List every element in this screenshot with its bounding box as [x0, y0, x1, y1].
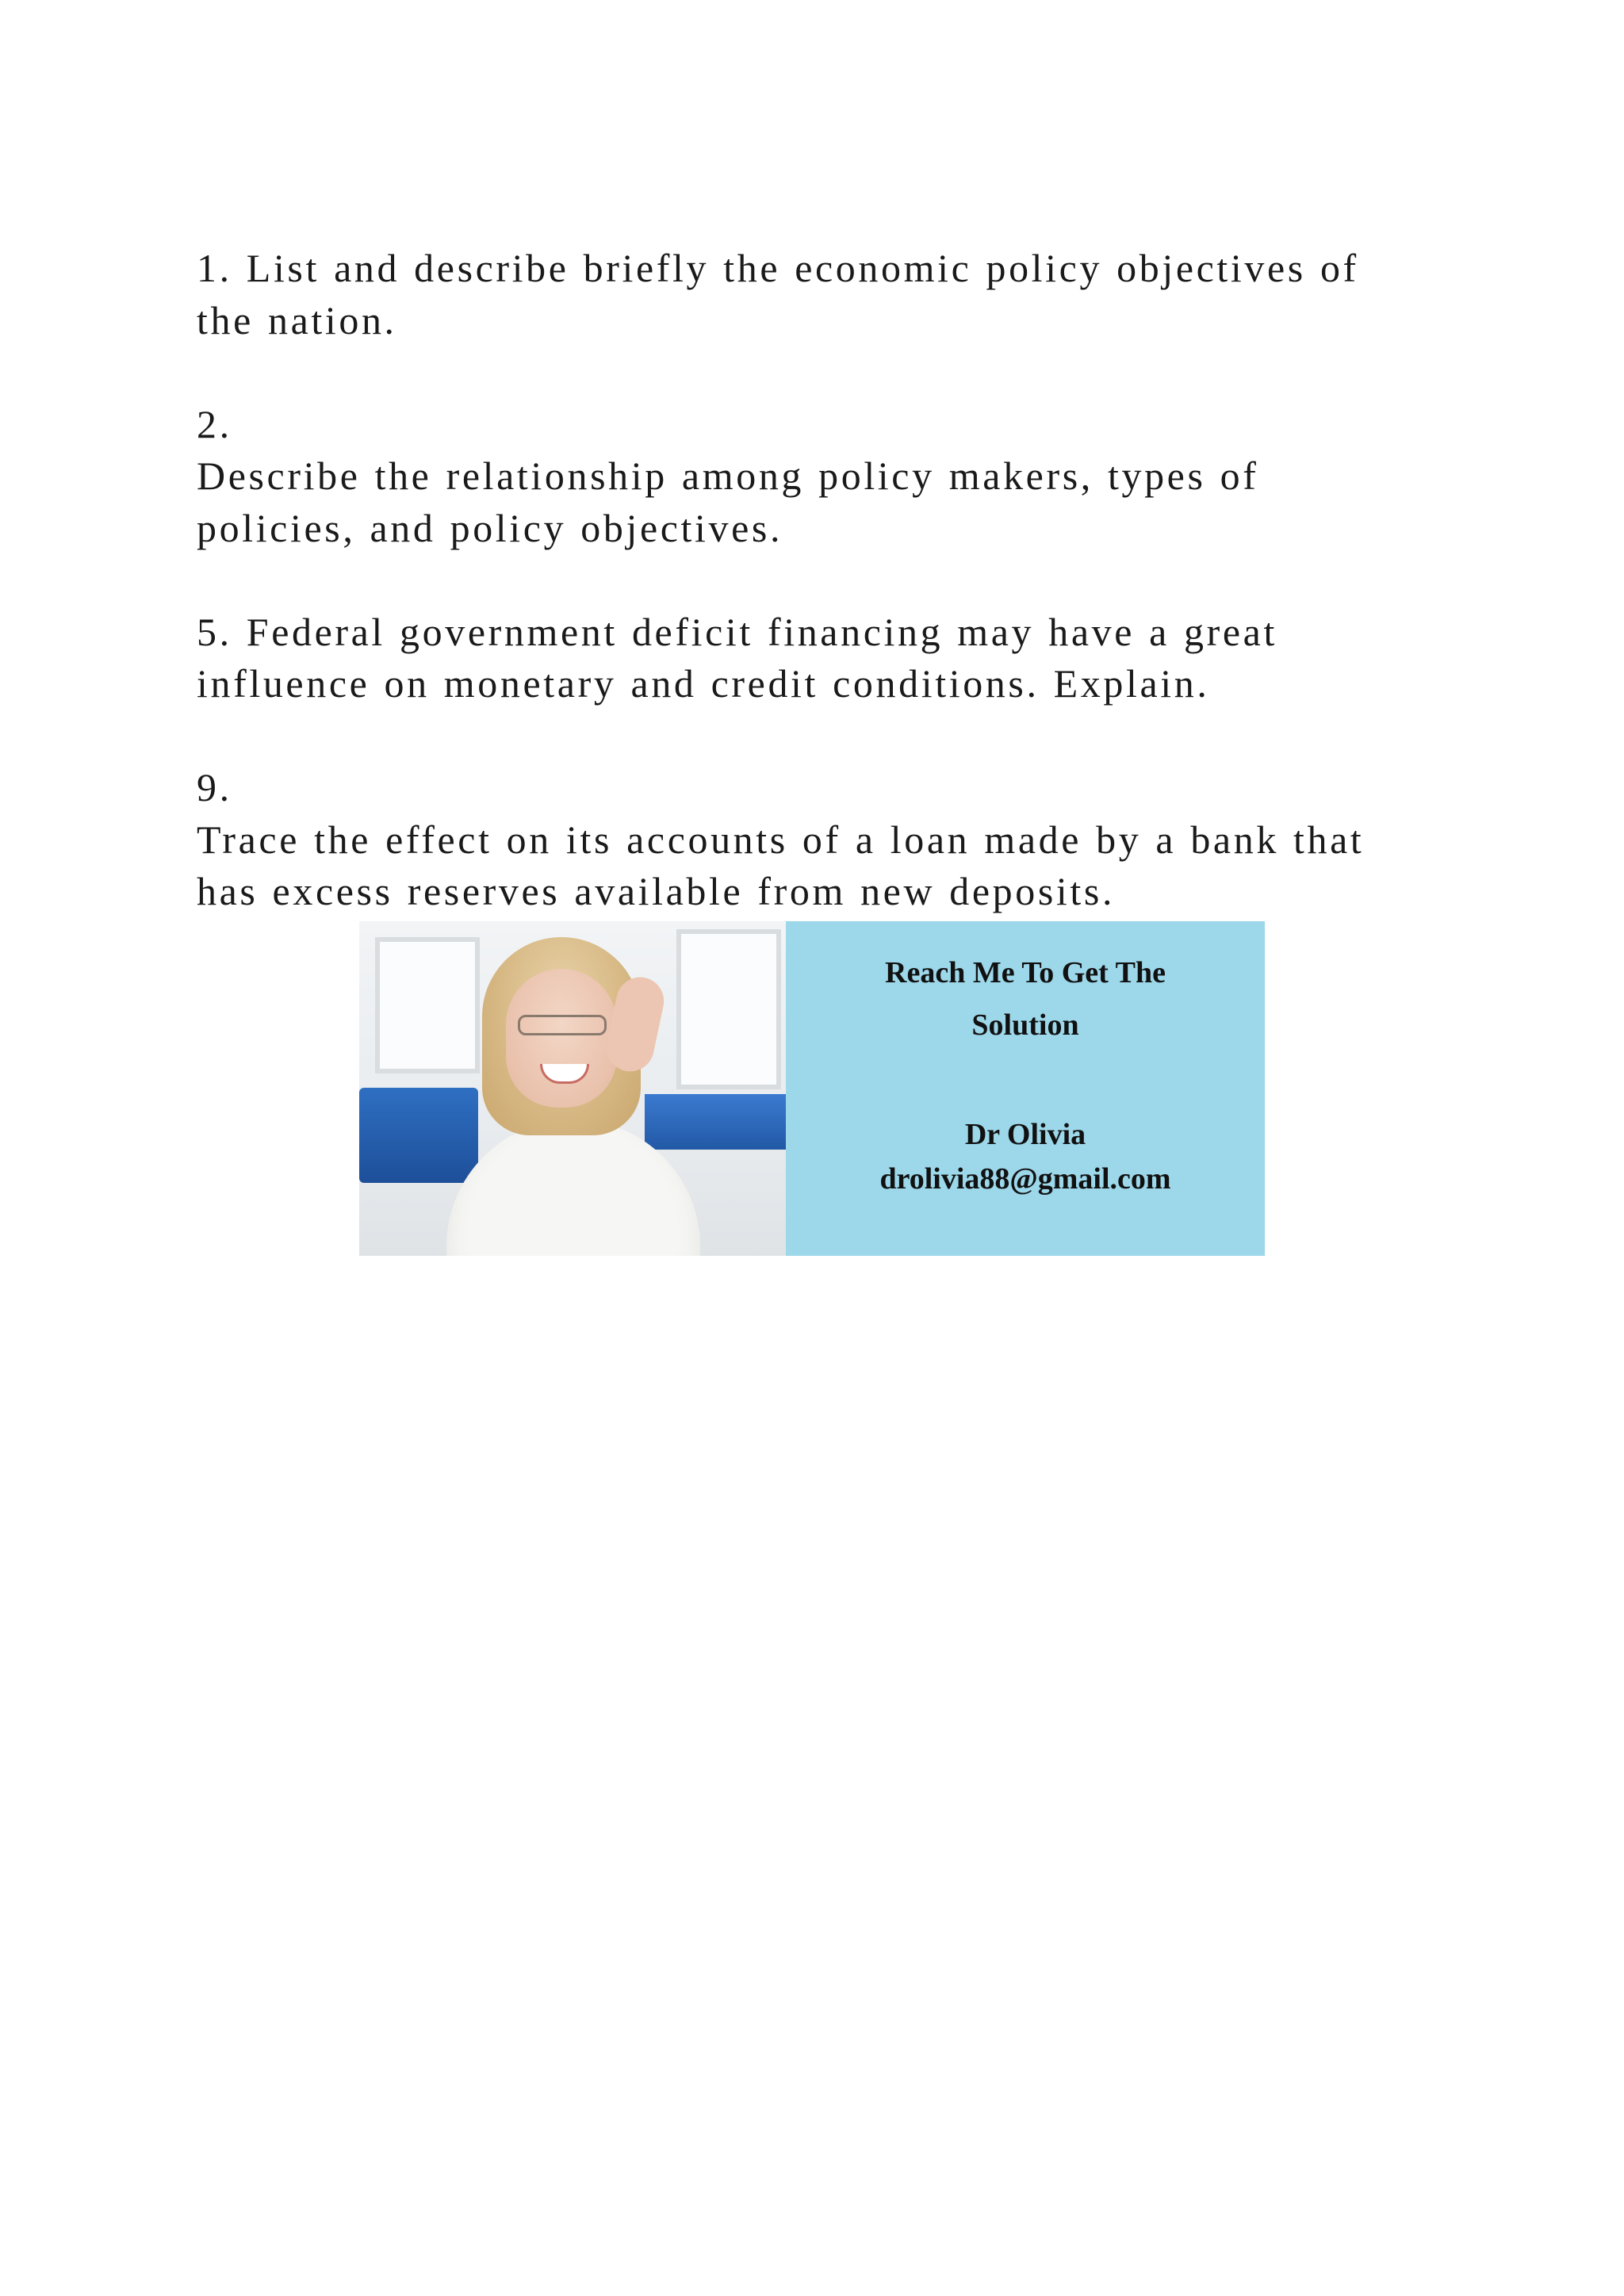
question-2-line-2: Describe the relationship among policy makers, types of [197, 453, 1259, 498]
question-1-line-2: the nation. [197, 297, 397, 342]
question-9-line-2: Trace the effect on its accounts of a loan made by a bank that [197, 817, 1365, 862]
questions-text [197, 243, 1434, 918]
question-5-line-1: 5. Federal government deficit financing may have a great [197, 609, 1277, 654]
question-9-line-3: has excess reserves available from new deposits. [197, 869, 1116, 913]
contact-banner [359, 921, 1265, 1256]
contact-name: Dr Olivia [964, 1118, 1086, 1151]
window-pane [676, 929, 781, 1089]
paragraph-gap [197, 346, 1434, 399]
question-9 [197, 762, 1434, 918]
question-5 [197, 607, 1434, 710]
face [506, 969, 617, 1108]
window-pane [375, 937, 480, 1073]
blue-chair [645, 1094, 786, 1150]
contact-info-panel [786, 921, 1265, 1256]
blue-chair [359, 1088, 478, 1183]
question-1 [197, 243, 1434, 346]
question-9-line-1: 9. [197, 765, 232, 809]
portrait-photo [359, 921, 786, 1256]
paragraph-gap [197, 554, 1434, 607]
paragraph-gap [197, 710, 1434, 763]
question-5-line-2: influence on monetary and credit conditions. Explain. [197, 661, 1210, 706]
question-2-line-1: 2. [197, 401, 232, 446]
banner-headline-line-2: Solution [971, 1008, 1079, 1042]
banner-headline [786, 947, 1265, 1051]
question-2-line-3: policies, and policy objectives. [197, 505, 783, 550]
banner-headline-line-1: Reach Me To Get The [885, 956, 1166, 989]
glasses-icon [518, 1015, 607, 1035]
question-1-line-1: 1. List and describe briefly the economic policy objectives of [197, 246, 1359, 290]
contact-email[interactable]: drolivia88@gmail.com [879, 1162, 1171, 1196]
question-2 [197, 399, 1434, 555]
